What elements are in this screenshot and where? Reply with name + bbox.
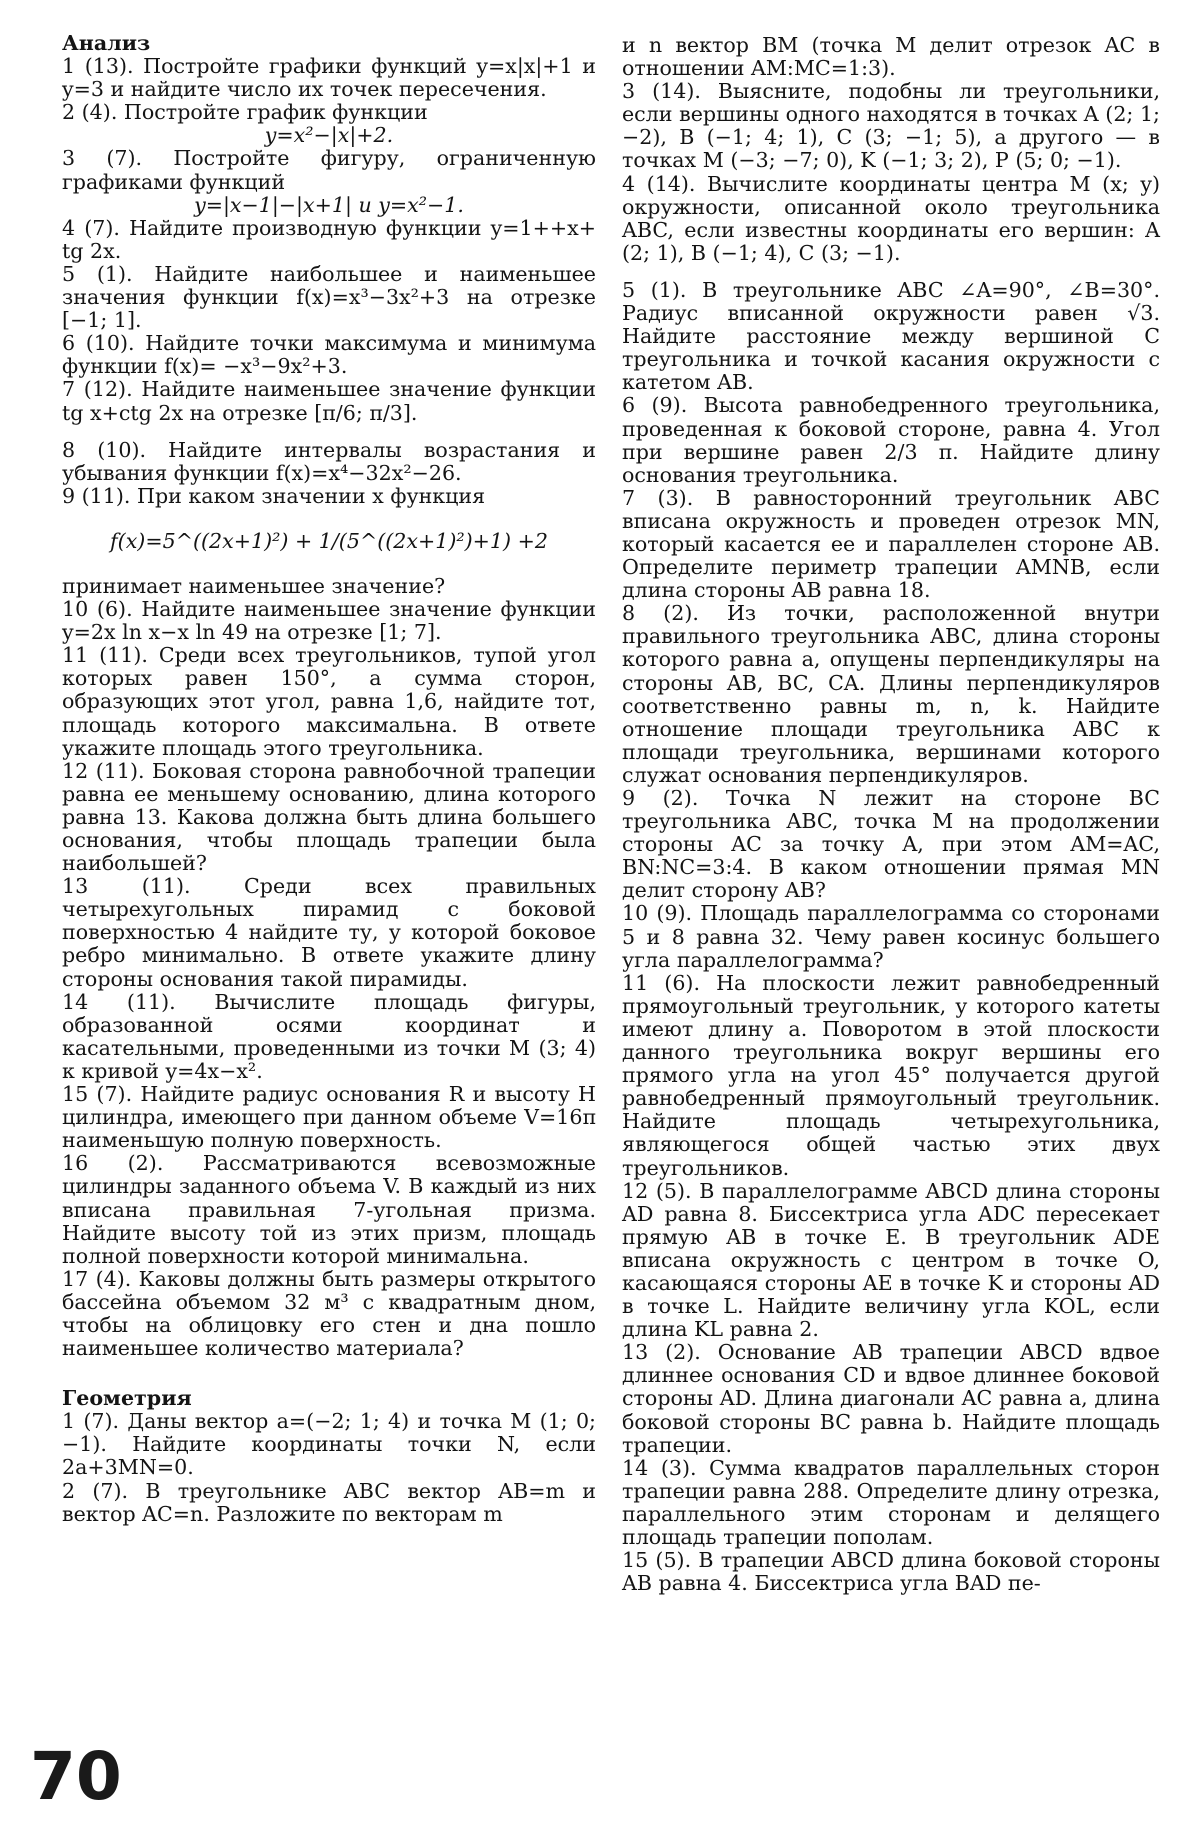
right-column (622, 34, 1160, 1595)
problem-g2: 2 (7). В треугольнике ABC вектор AB=m и вектор AC=n. Разложите по векторам m (62, 1478, 596, 1526)
problem-a6: 6 (10). Найдите точки максимума и минимума функции f(x)= −x³−9x²+3. (62, 331, 596, 379)
problem-g1: 1 (7). Даны вектор a=(−2; 1; 4) и точка M (1; 0; −1). Найдите координаты точки N, если 2a+3MN=0. (62, 1409, 596, 1480)
problem-a11: 11 (11). Среди всех треугольников, тупой угол которых равен 150°, а сумма сторон, образующих этот угол, равна 1,6, найдите тот, площадь которого максимальна. В ответе укажите площадь этого треугольника. (62, 643, 596, 760)
formula-a2: y=x²−|x|+2. (264, 123, 394, 148)
section-title-analysis: Анализ (62, 31, 151, 55)
problem-g15: 15 (5). В трапеции ABCD длина боковой стороны AB равна 4. Биссектриса угла BAD пе- (622, 1548, 1160, 1596)
problem-a1: 1 (13). Постройте графики функций y=x|x|+1 и y=3 и найдите число их точек пересечения. (62, 54, 596, 102)
problem-a4: 4 (7). Найдите производную функции y=1++x+ tg 2x. (62, 215, 596, 263)
left-column (62, 32, 596, 1526)
problem-g9: 9 (2). Точка N лежит на стороне BC треугольника ABC, точка M на продолжении стороны AC за точку A, при этом AM=AC, BN:NC=3:4. В каком отношении прямая MN делит сторону AB? (622, 786, 1160, 903)
problem-a8: 8 (10). Найдите интервалы возрастания и убывания функции f(x)=x⁴−32x²−26. (62, 437, 596, 485)
formula-a9: f(x)=5^((2x+1)²) + 1/(5^((2x+1)²)+1) +2 (110, 528, 548, 553)
problem-g12: 12 (5). В параллелограмме ABCD длина стороны AD равна 8. Биссектриса угла ADC пересекает прямую AB в точке E. В треугольник ADE вписана окружность с центром в точке O, касающаяся стороны AE в точке K и стороны AD в точке L. Найдите величину угла KOL, если длина KL равна 2. (622, 1178, 1160, 1342)
problem-g10: 10 (9). Площадь параллелограмма со сторонами 5 и 8 равна 32. Чему равен косинус большего угла параллелограмма? (622, 901, 1160, 972)
problem-a13: 13 (11). Среди всех правильных четырехугольных пирамид с боковой поверхностью 4 найдите ту, у которой боковое ребро минимально. В ответе укажите длину стороны основания такой пирамиды. (62, 874, 596, 991)
problem-a14: 14 (11). Вычислите площадь фигуры, образованной осями координат и касательными, проведенными из точки M (3; 4) к кривой y=4x−x². (62, 989, 596, 1083)
problem-g7: 7 (3). В равносторонний треугольник ABC вписана окружность и проведен отрезок MN, который касается ее и параллелен стороне AB. Определите периметр трапеции AMNB, если длина стороны AB равна 18. (622, 485, 1160, 603)
problem-g13: 13 (2). Основание AB трапеции ABCD вдвое длиннее основания CD и вдвое длиннее боковой стороны AD. Длина диагонали AC равна a, длина боковой стороны BC равна b. Найдите площадь трапеции. (622, 1340, 1160, 1457)
problem-g3: 3 (14). Выясните, подобны ли треугольники, если вершины одного находятся в точках A (2; 1; −2), B (−1; 4; 1), C (3; −1; 5), а другого — в точках M (−3; −7; 0), K (−1; 3; 2), P (5; 0; −1). (622, 79, 1160, 173)
problem-g6: 6 (9). Высота равнобедренного треугольника, проведенная к боковой стороне, равна 4. Угол при вершине равен 2/3 π. Найдите длину основания треугольника. (622, 393, 1160, 487)
problem-a5: 5 (1). Найдите наибольшее и наименьшее значения функции f(x)=x³−3x²+3 на отрезке [−1; 1]. (62, 261, 596, 333)
problem-a12: 12 (11). Боковая сторона равнобочной трапеции равна ее меньшему основанию, длина которого равна 13. Какова должна быть длина большего основания, чтобы площадь трапеции была наибольшей? (62, 758, 596, 876)
problem-a15: 15 (7). Найдите радиус основания R и высоту H цилиндра, имеющего при данном объеме V=16π наименьшую полную поверхность. (62, 1082, 596, 1153)
problem-a7: 7 (12). Найдите наименьшее значение функции tg x+ctg 2x на отрезке [π/6; π/3]. (62, 377, 596, 425)
problem-g5: 5 (1). В треугольнике ABC ∠A=90°, ∠B=30°. Радиус вписанной окружности равен √3. Найдите расстояние между вершиной C треугольника и точкой касания окружности с катетом AB. (622, 277, 1160, 395)
problem-a3: 3 (7). Постройте фигуру, ограниченную графиками функций (62, 146, 596, 194)
problem-a10: 10 (6). Найдите наименьшее значение функции y=2x ln x−x ln 49 на отрезке [1; 7]. (62, 597, 596, 645)
formula-a3: y=|x−1|−|x+1| и y=x²−1. (194, 192, 464, 217)
problem-a17: 17 (4). Каковы должны быть размеры открытого бассейна объемом 32 м³ с квадратным дном, чтобы на облицовку его стен и дна пошло наименьшее количество материала? (62, 1266, 596, 1361)
problem-a9-tail: принимает наименьшее значение? (62, 573, 446, 598)
problem-g2-continued: и n вектор BM (точка M делит отрезок AC в отношении AM:MC=1:3). (622, 33, 1160, 81)
problem-a2: 2 (4). Постройте график функции (62, 100, 428, 125)
problem-g8: 8 (2). Из точки, расположенной внутри правильного треугольника ABC, длина стороны которого равна a, опущены перпендикуляры на стороны AB, BC, CA. Длины перпендикуляров соответственно равны m, n, k. Найдите отношение площади треугольника ABC к площади треугольника, вершинами которого служат основания перпендикуляров. (622, 601, 1160, 787)
problem-g11: 11 (6). На плоскости лежит равнобедренный прямоугольный треугольник, у которого катеты имеют длину a. Поворотом в этой плоскости данного треугольника вокруг вершины его прямого угла на угол 45° получается другой равнобедренный прямоугольный треугольник. Найдите площадь четырехугольника, являющегося общей частью этих двух треугольников. (622, 970, 1160, 1180)
problem-a16: 16 (2). Рассматриваются всевозможные цилиндры заданного объема V. В каждый из них вписана правильная 7-угольная призма. Найдите высоту той из этих призм, площадь полной поверхности которой минимальна. (62, 1151, 596, 1268)
problem-a9: 9 (11). При каком значении x функция (62, 483, 486, 508)
section-title-geometry: Геометрия (62, 1386, 192, 1411)
problem-g4: 4 (14). Вычислите координаты центра M (x; y) окружности, описанной около треугольника ABC, если известны координаты его вершин: A (2; 1), B (−1; 4), C (3; −1). (622, 171, 1160, 265)
problem-g14: 14 (3). Сумма квадратов параллельных сторон трапеции равна 288. Определите длину отрезка, параллельного этим сторонам и делящего площадь трапеции пополам. (622, 1455, 1160, 1549)
page-number: 70 (30, 1738, 122, 1815)
section-gap (62, 1360, 596, 1387)
